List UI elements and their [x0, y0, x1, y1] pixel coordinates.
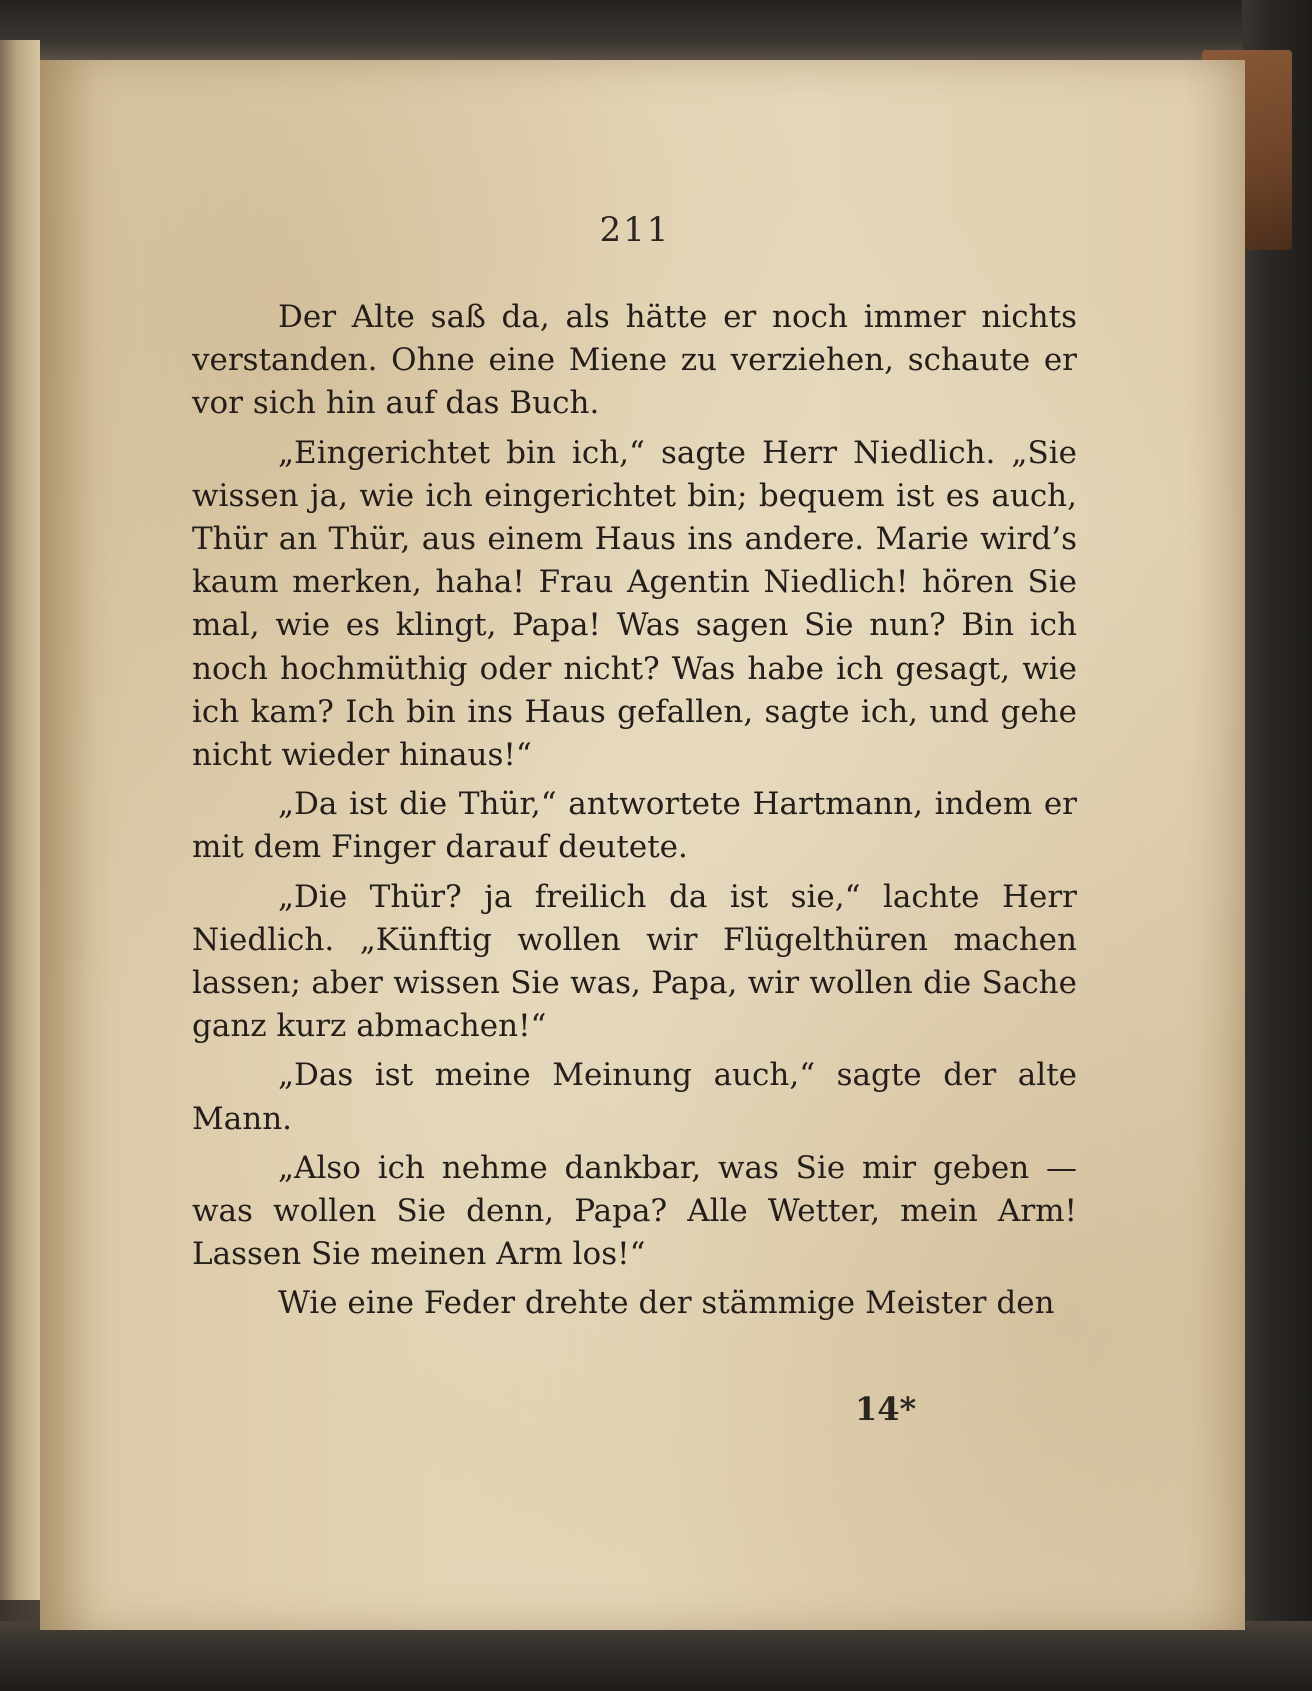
- book-cover-right-edge: [1242, 0, 1312, 1691]
- paragraph: „Also ich nehme dankbar, was Sie mir geben — was wollen Sie denn, Papa? Alle Wetter, mein Arm! Lassen Sie meinen Arm los!“: [192, 1149, 1077, 1273]
- book-cover-top-edge: [0, 0, 1312, 60]
- paragraph: „Das ist meine Meinung auch,“ sagte der alte Mann.: [192, 1057, 1077, 1137]
- body-text: [192, 296, 1077, 1326]
- paragraph: „Da ist die Thür,“ antwortete Hartmann, indem er mit dem Finger darauf deutete.: [192, 786, 1077, 866]
- signature-mark: 14*: [855, 1390, 917, 1428]
- left-page-edge: [0, 40, 40, 1600]
- paragraph: Wie eine Feder drehte der stämmige Meister den: [278, 1285, 1055, 1322]
- paragraph: Der Alte saß da, als hätte er noch immer nichts verstanden. Ohne eine Miene zu verziehen, schaute er vor sich hin auf das Buch.: [192, 299, 1077, 422]
- book-cover-bottom-edge: [0, 1621, 1312, 1691]
- page-number: 211: [599, 210, 671, 250]
- paragraph: „Eingerichtet bin ich,“ sagte Herr Niedlich. „Sie wissen ja, wie ich eingerichtet bin; bequem ist es auch, Thür an Thür, aus einem Haus ins andere. Marie wird’s kaum merken, haha! Frau Agentin Niedlich! hören Sie mal, wie es klingt, Papa! Was sagen Sie nun? Bin ich noch hochmüthig oder nicht? Was habe ich gesagt, wie ich kam? Ich bin ins Haus gefallen, sagte ich, und gehe nicht wieder hinaus!“: [192, 434, 1077, 774]
- paragraph: „Die Thür? ja freilich da ist sie,“ lachte Herr Niedlich. „Künftig wollen wir Flügelthüren machen lassen; aber wissen Sie was, Papa, wir wollen die Sache ganz kurz abmachen!“: [192, 878, 1077, 1045]
